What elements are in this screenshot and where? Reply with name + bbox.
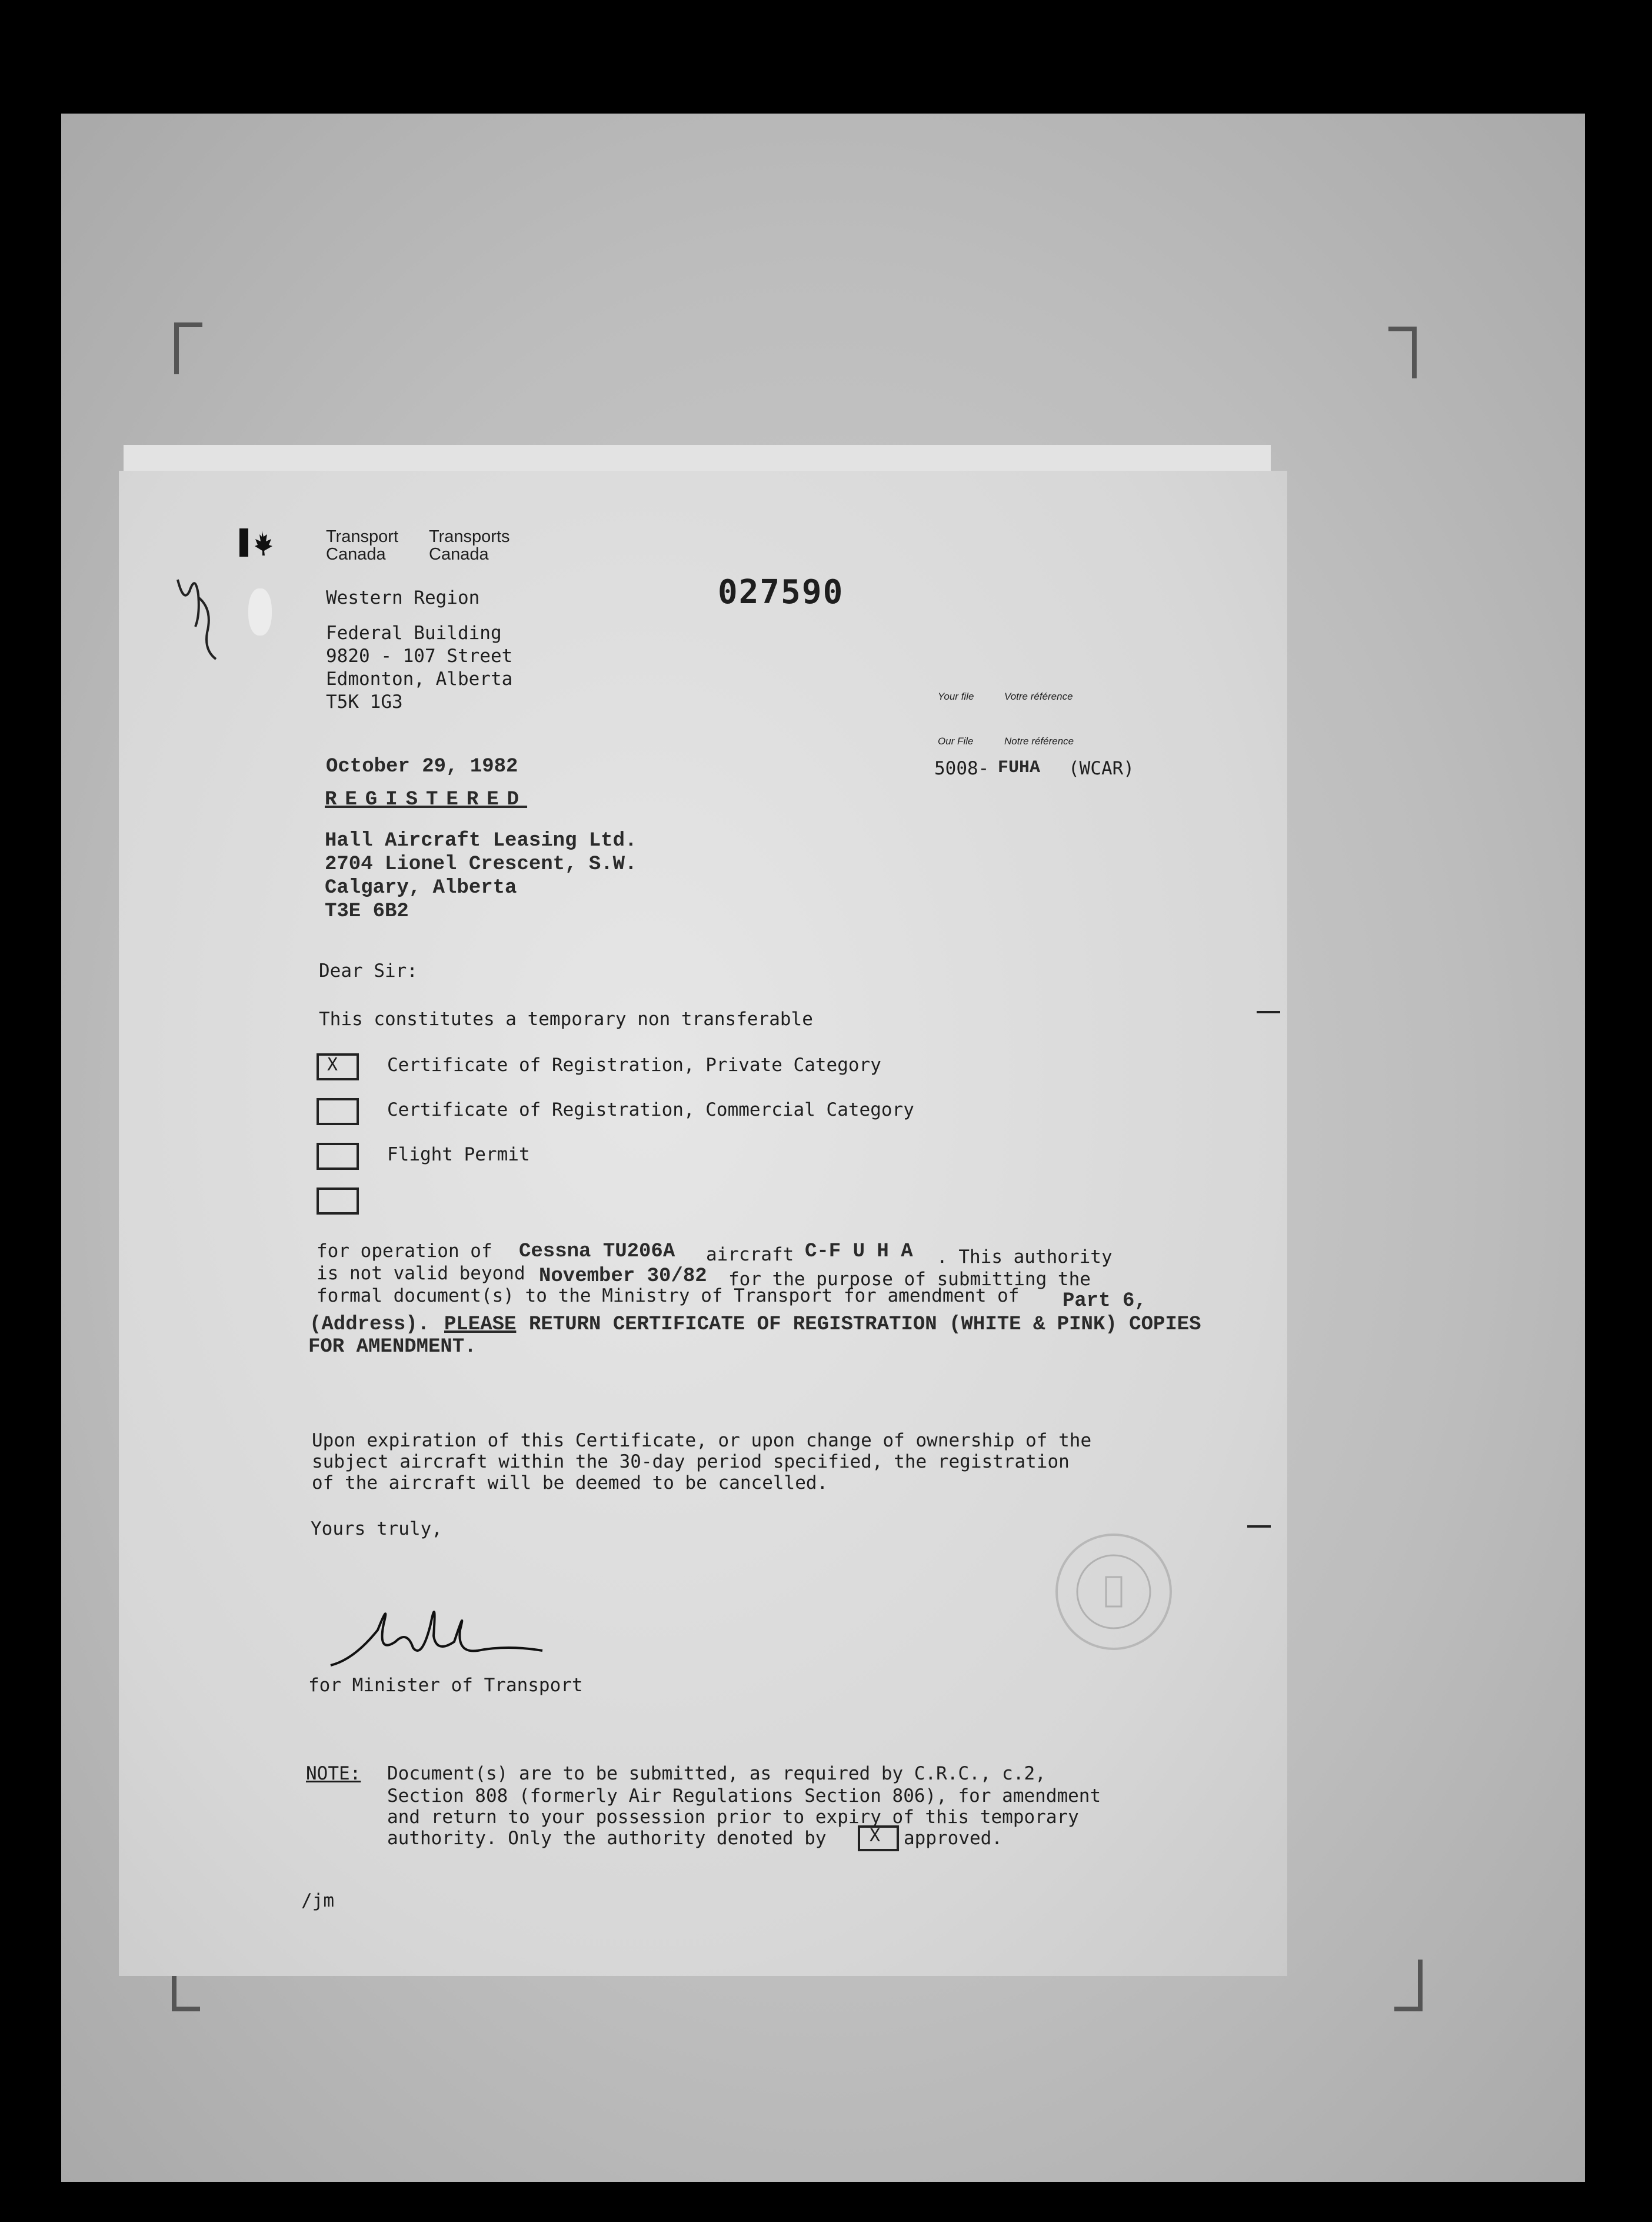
note-line-1: Document(s) are to be submitted, as required by C.R.C., c.2, — [387, 1763, 1046, 1784]
option-checkbox-blank — [317, 1187, 359, 1215]
paper-stack-edge — [124, 445, 1271, 471]
recipient-line-2: 2704 Lionel Crescent, S.W. — [325, 853, 637, 876]
option-label-commercial: Certificate of Registration, Commercial Category — [387, 1099, 914, 1120]
body-line-3-a: formal document(s) to the Ministry of Transport for amendment of — [317, 1285, 1020, 1306]
dept-name-fr-line2: Canada — [429, 545, 489, 564]
margin-tick-2 — [1247, 1525, 1271, 1528]
closing: Yours truly, — [311, 1518, 442, 1539]
intro-text: This constitutes a temporary non transferable — [319, 1009, 813, 1030]
note-mark-box — [858, 1825, 899, 1851]
note-line-4-a: authority. Only the authority denoted by — [387, 1828, 827, 1849]
salutation: Dear Sir: — [319, 960, 418, 982]
handwritten-signature — [319, 1589, 554, 1677]
address-line-2: 9820 - 107 Street — [326, 646, 513, 667]
amendment-part: Part 6, — [1063, 1290, 1147, 1312]
file-region: (WCAR) — [1068, 758, 1134, 779]
option-label-private: Certificate of Registration, Private Category — [387, 1055, 881, 1076]
our-file-label: Our File — [938, 736, 974, 747]
document-number: 027590 — [718, 573, 844, 611]
expiry-line-1: Upon expiration of this Certificate, or upon change of ownership of the — [312, 1430, 1092, 1451]
address-line-4: T5K 1G3 — [326, 691, 403, 713]
dept-name-fr-line1: Transports — [429, 527, 510, 546]
official-seal-stamp — [1055, 1534, 1172, 1650]
handwritten-initials-margin — [172, 568, 225, 662]
crop-mark-bottom-right — [1394, 1960, 1423, 2011]
valid-until-date: November 30/82 — [539, 1265, 707, 1288]
recipient-line-4: T3E 6B2 — [325, 900, 409, 923]
option-checkbox-commercial — [317, 1098, 359, 1125]
note-line-4-b: approved. — [904, 1828, 1002, 1849]
letter-date: October 29, 1982 — [326, 756, 518, 778]
address-line-3: Edmonton, Alberta — [326, 668, 513, 690]
recipient-line-3: Calgary, Alberta — [325, 877, 517, 899]
option-checkbox-private — [317, 1053, 359, 1080]
typist-initials: /jm — [301, 1890, 334, 1911]
body-line-1-a: for operation of — [317, 1240, 492, 1262]
crop-mark-top-left — [174, 322, 202, 374]
address-line-1: Federal Building — [326, 623, 502, 644]
recipient-line-1: Hall Aircraft Leasing Ltd. — [325, 830, 637, 852]
notre-reference-label: Notre référence — [1004, 736, 1074, 747]
expiry-line-3: of the aircraft will be deemed to be cancelled. — [312, 1472, 828, 1493]
dept-name-en-line1: Transport — [326, 527, 399, 546]
votre-reference-label: Votre référence — [1004, 691, 1073, 702]
expiry-line-2: subject aircraft within the 30-day period specified, the registration — [312, 1451, 1070, 1472]
note-line-2: Section 808 (formerly Air Regulations Section 806), for amendment — [387, 1785, 1101, 1807]
aircraft-type: Cessna TU206A — [519, 1240, 675, 1263]
option-checkbox-flight-permit — [317, 1143, 359, 1170]
body-line-4-b: RETURN CERTIFICATE OF REGISTRATION (WHITE & PINK) COPIES — [529, 1313, 1201, 1336]
file-suffix: FUHA — [998, 758, 1041, 778]
canada-flag-icon — [239, 528, 275, 557]
letter-page — [119, 471, 1287, 1976]
option-label-flight-permit: Flight Permit — [387, 1144, 530, 1165]
note-label: NOTE: — [306, 1763, 361, 1784]
dept-name-en-line2: Canada — [326, 545, 386, 564]
body-line-2-a: is not valid beyond — [317, 1263, 525, 1284]
note-x-mark: X — [870, 1825, 881, 1846]
body-line-2-b: for the purpose of submitting the — [728, 1269, 1091, 1290]
body-line-5: FOR AMENDMENT. — [308, 1336, 477, 1358]
region-name: Western Region — [326, 587, 480, 608]
please-underlined: PLEASE — [444, 1313, 517, 1336]
crop-mark-top-right — [1388, 327, 1417, 378]
paper-smudge — [248, 588, 272, 636]
aircraft-registration: C-F U H A — [805, 1240, 913, 1263]
body-line-1-b: aircraft — [706, 1244, 794, 1265]
registered-stamp: REGISTERED — [325, 789, 528, 811]
file-number: 5008- — [934, 758, 990, 779]
note-line-3: and return to your possession prior to expiry of this temporary — [387, 1807, 1079, 1828]
signature-for-line: for Minister of Transport — [308, 1675, 583, 1696]
body-line-4-a: (Address). — [309, 1313, 430, 1336]
body-line-1-c: . This authority — [937, 1246, 1113, 1268]
checkbox-x-mark: X — [327, 1055, 338, 1075]
your-file-label: Your file — [938, 691, 974, 702]
margin-tick-1 — [1257, 1011, 1280, 1013]
